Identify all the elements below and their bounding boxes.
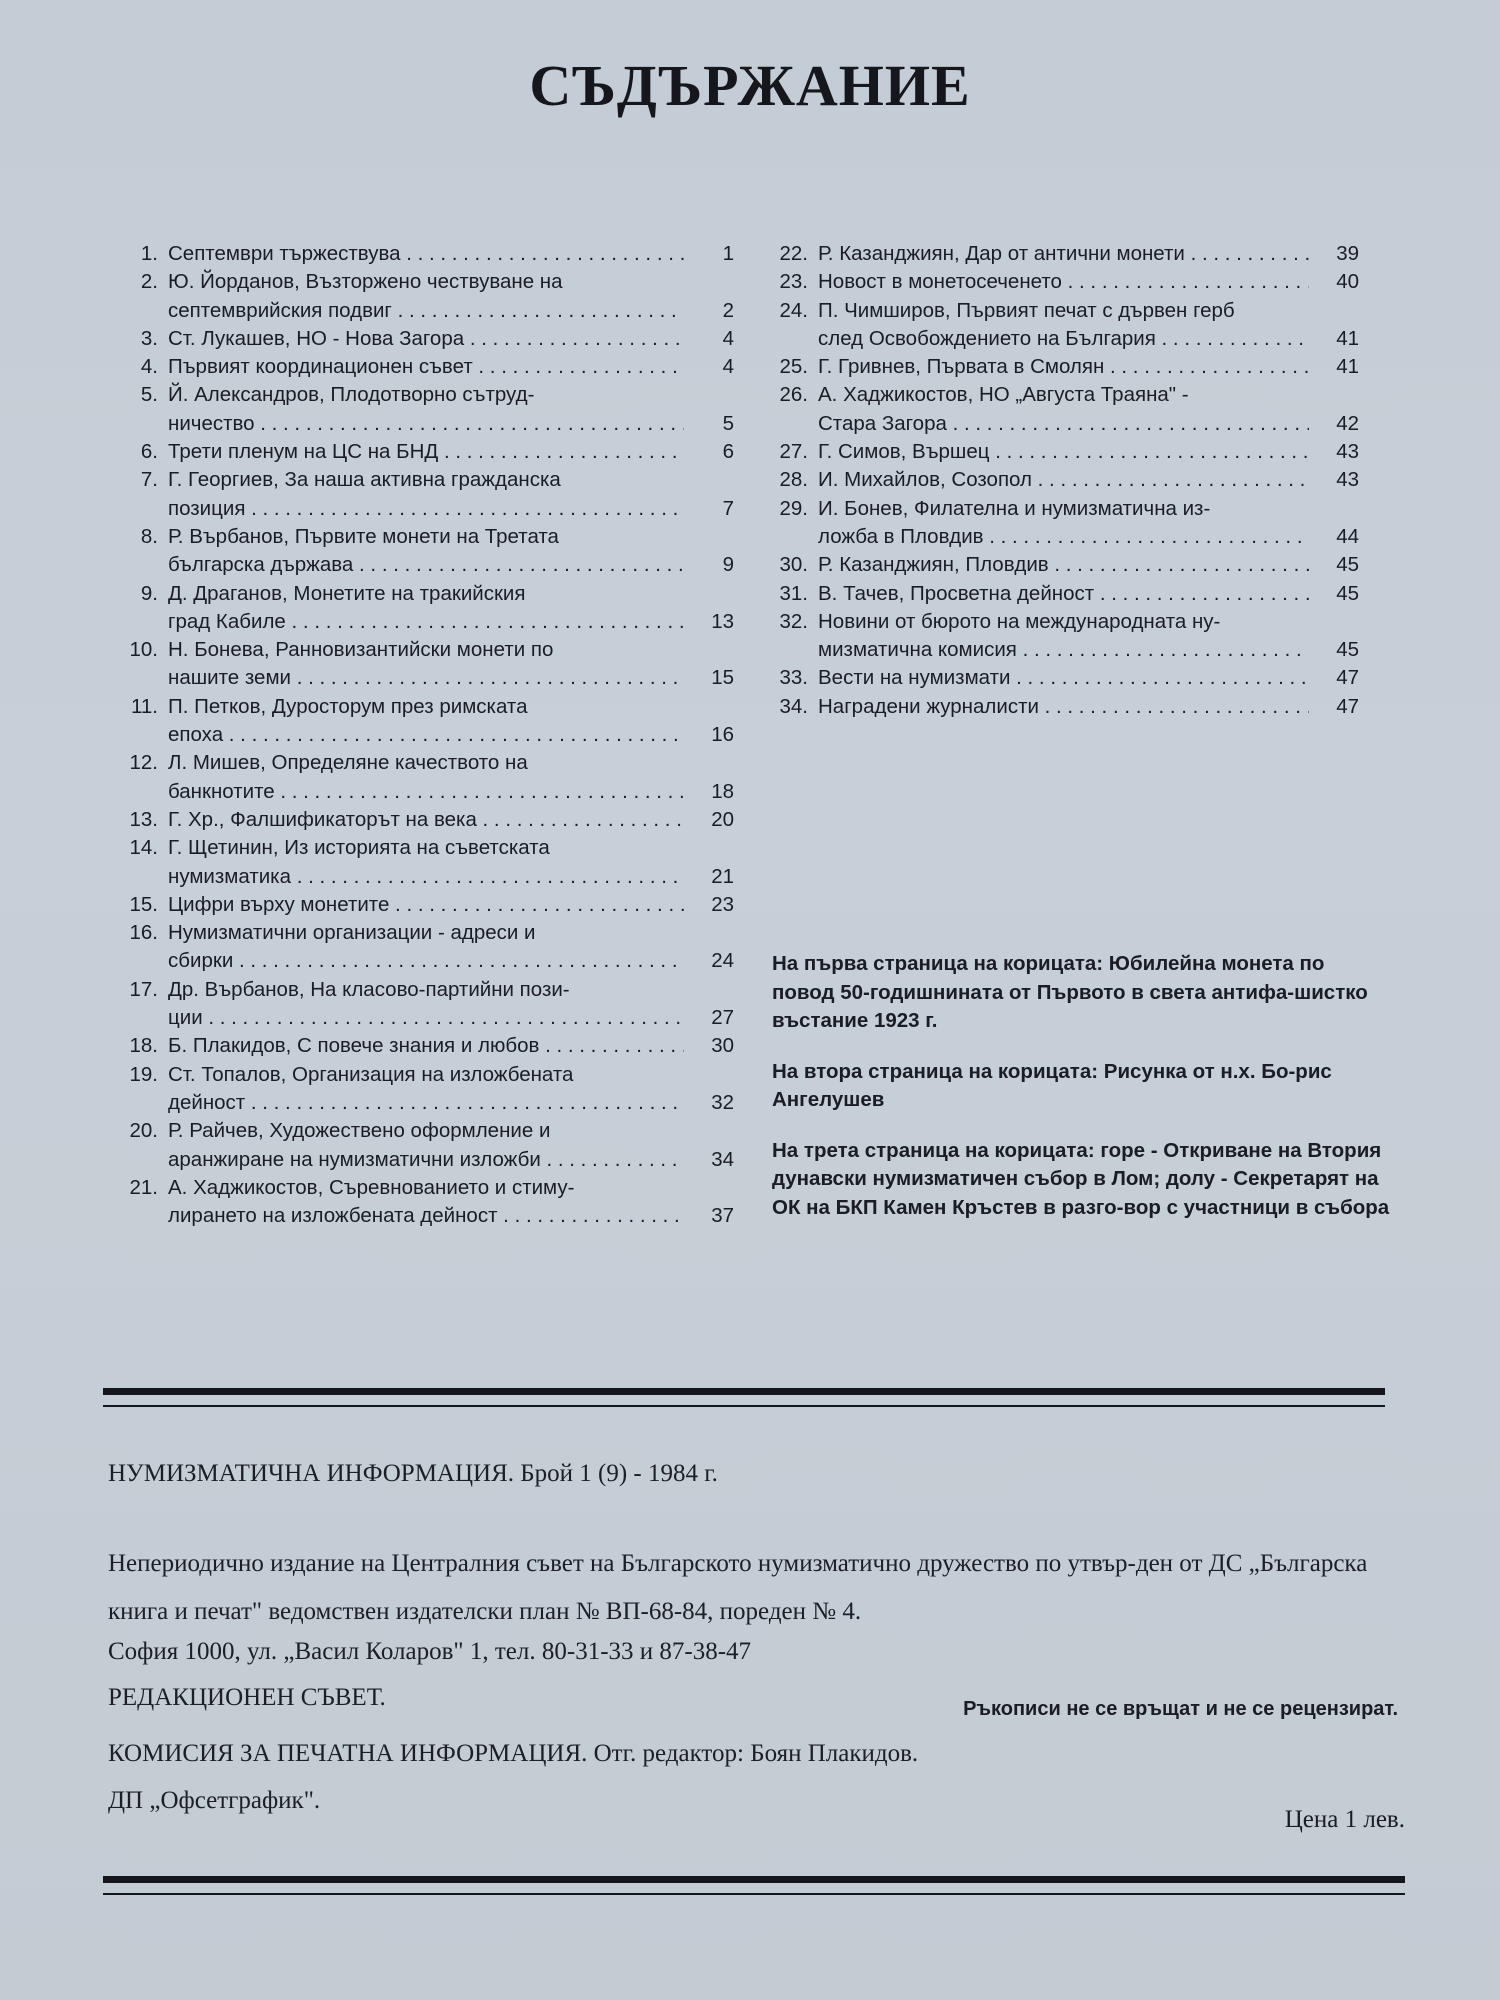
toc-right-column bbox=[760, 240, 1365, 721]
toc-entry-title bbox=[818, 608, 1309, 665]
toc-entry-line: позиция . . . bbox=[168, 495, 684, 523]
divider-top-thick bbox=[103, 1388, 1385, 1395]
toc-entry-title bbox=[168, 636, 684, 693]
toc-entry-line: Ст. Топалов, Организация на изложбената bbox=[168, 1062, 574, 1086]
toc-entry-title bbox=[818, 438, 1309, 466]
toc-entry-title bbox=[168, 976, 684, 1033]
toc-entry-line: Г. Хр., Фалшификаторът на века . . . bbox=[168, 806, 684, 834]
toc-entry-line: Цифри върху монетите . . . bbox=[168, 891, 684, 919]
toc-entry bbox=[110, 268, 740, 325]
imprint-printer: ДП „Офсетграфик". bbox=[108, 1787, 321, 1814]
toc-entry-line: Г. Георгиев, За наша активна гражданска bbox=[168, 468, 561, 492]
toc-entry bbox=[110, 523, 740, 580]
toc-entry-page: 43 bbox=[1336, 440, 1359, 464]
toc-entry-line: епоха . . . bbox=[168, 721, 684, 749]
toc-entry-title bbox=[818, 240, 1309, 268]
cover-note-third: На трета страница на корицата: горе - Откриване на Втория дунавски нумизматичен събор в Лом; долу - Секретарят на ОК на БКП Камен Кръстев в разго-вор с участници в събора bbox=[772, 1138, 1390, 1219]
toc-entry bbox=[110, 580, 740, 637]
toc-entry-page: 20 bbox=[711, 807, 734, 831]
toc-entry bbox=[760, 495, 1365, 552]
toc-entry-page: 24 bbox=[711, 949, 734, 973]
toc-entry-title bbox=[168, 1174, 684, 1231]
cover-note-second: На втора страница на корицата: Рисунка от н.х. Бо-рис Ангелушев bbox=[772, 1059, 1332, 1111]
toc-entry bbox=[110, 976, 740, 1033]
toc-left-column bbox=[110, 240, 740, 1230]
toc-entry-line: банкнотите . . . bbox=[168, 778, 684, 806]
toc-entry-line: Ст. Лукашев, НО - Нова Загора . . . bbox=[168, 325, 684, 353]
toc-entry bbox=[110, 1061, 740, 1118]
toc-entry-page: 16 bbox=[711, 723, 734, 747]
toc-entry-number: 21. bbox=[129, 1175, 158, 1199]
toc-entry bbox=[110, 353, 740, 381]
toc-entry-line: П. Чимширов, Първият печат с дървен герб bbox=[818, 298, 1235, 322]
toc-entry-page: 43 bbox=[1336, 468, 1359, 492]
toc-entry bbox=[110, 834, 740, 891]
toc-entry-line: ции . . . bbox=[168, 1004, 684, 1032]
toc-entry-line: Р. Казанджиян, Дар от антични монети . . . bbox=[818, 240, 1309, 268]
toc-entry-page: 15 bbox=[711, 666, 734, 690]
toc-entry-line: Н. Бонева, Ранновизантийски монети по bbox=[168, 638, 554, 662]
toc-entry-page: 6 bbox=[722, 440, 734, 464]
imprint-body: Непериодично издание на Централния съвет на Българското нумизматично дружество по утвър-ден от ДС „Българска книга и печат" ведомствен издателски план № ВП-68-84, пореден № 4. bbox=[108, 1550, 1368, 1625]
toc-entry-line: след Освобождението на България . . . bbox=[818, 325, 1309, 353]
toc-entry-title bbox=[818, 693, 1309, 721]
toc-entry-line: Д. Драганов, Монетите на тракийския bbox=[168, 581, 526, 605]
toc-entry-line: дейност . . . bbox=[168, 1089, 684, 1117]
toc-entry-line: мизматична комисия . . . bbox=[818, 636, 1309, 664]
toc-entry-page: 21 bbox=[711, 864, 734, 888]
toc-entry-page: 45 bbox=[1336, 638, 1359, 662]
toc-entry bbox=[760, 240, 1365, 268]
page-title: СЪДЪРЖАНИЕ bbox=[529, 53, 971, 118]
toc-entry bbox=[110, 240, 740, 268]
toc-entry-line: И. Михайлов, Созопол . . . bbox=[818, 466, 1309, 494]
toc-entry-line: Септември тържествува . . . bbox=[168, 240, 684, 268]
toc-entry-number: 7. bbox=[140, 468, 158, 492]
toc-entry-title bbox=[818, 381, 1309, 438]
toc-entry-page: 39 bbox=[1336, 242, 1359, 265]
toc-entry-line: Л. Мишев, Определяне качеството на bbox=[168, 751, 528, 775]
toc-entry-number: 14. bbox=[129, 836, 158, 860]
toc-entry-title bbox=[168, 240, 684, 268]
toc-entry-line: ничество . . . bbox=[168, 410, 684, 438]
toc-entry-page: 45 bbox=[1336, 581, 1359, 605]
toc-entry-line: А. Хаджикостов, НО „Августа Траяна" - bbox=[818, 383, 1189, 407]
toc-entry-title bbox=[168, 580, 684, 637]
toc-entry bbox=[760, 551, 1365, 579]
toc-entry-line: град Кабиле . . . bbox=[168, 608, 684, 636]
toc-entry-number: 3. bbox=[140, 326, 158, 350]
toc-entry bbox=[760, 693, 1365, 721]
toc-entry-title bbox=[168, 749, 684, 806]
toc-entry-number: 5. bbox=[140, 383, 158, 407]
toc-entry-title bbox=[818, 353, 1309, 381]
toc-entry bbox=[760, 381, 1365, 438]
toc-entry-title bbox=[818, 580, 1309, 608]
toc-entry bbox=[760, 438, 1365, 466]
toc-entry-page: 37 bbox=[711, 1204, 734, 1228]
toc-entry-title bbox=[168, 353, 684, 381]
toc-entry-line: И. Бонев, Филателна и нумизматична из- bbox=[818, 496, 1211, 520]
toc-entry-number: 6. bbox=[140, 440, 158, 464]
toc-entry-number: 12. bbox=[129, 751, 158, 775]
cover-note-first: На първа страница на корицата: Юбилейна монета по повод 50-годишнината от Първото в света антифа-шистко въстание 1923 г. bbox=[772, 952, 1368, 1032]
toc-entry-title bbox=[168, 1032, 684, 1060]
toc-entry-number: 10. bbox=[129, 638, 158, 662]
toc-entry-number: 15. bbox=[129, 892, 158, 916]
toc-entry-line: ложба в Пловдив . . . bbox=[818, 523, 1309, 551]
toc-entry-title bbox=[168, 891, 684, 919]
toc-entry-line: Вести на нумизмати . . . bbox=[818, 664, 1309, 692]
toc-entry-line: Наградени журналисти . . . bbox=[818, 693, 1309, 721]
toc-entry-title bbox=[168, 523, 684, 580]
toc-entry-page: 18 bbox=[711, 779, 734, 803]
toc-entry-line: Нумизматични организации - адреси и bbox=[168, 921, 536, 945]
toc-entry-number: 9. bbox=[140, 581, 158, 605]
toc-entry-title bbox=[168, 806, 684, 834]
toc-entry-title bbox=[168, 438, 684, 466]
toc-entry-number: 22. bbox=[779, 242, 808, 265]
divider-top-thin bbox=[103, 1405, 1385, 1407]
toc-entry bbox=[760, 580, 1365, 608]
toc-entry bbox=[110, 636, 740, 693]
toc-entry-line: септемврийския подвиг . . . bbox=[168, 297, 684, 325]
imprint-price: Цена 1 лев. bbox=[1284, 1806, 1405, 1833]
toc-entry-title bbox=[168, 466, 684, 523]
toc-entry-line: Г. Симов, Вършец . . . bbox=[818, 438, 1309, 466]
toc-entry-page: 41 bbox=[1336, 355, 1359, 379]
toc-entry-page: 2 bbox=[722, 298, 734, 322]
toc-entry-title bbox=[168, 693, 684, 750]
toc-entry-number: 31. bbox=[779, 581, 808, 605]
toc-entry-number: 26. bbox=[779, 383, 808, 407]
toc-entry bbox=[760, 608, 1365, 665]
toc-entry-title bbox=[818, 466, 1309, 494]
toc-entry-page: 32 bbox=[711, 1090, 734, 1114]
toc-entry bbox=[110, 1174, 740, 1231]
toc-entry-number: 28. bbox=[779, 468, 808, 492]
toc-entry bbox=[110, 1117, 740, 1174]
toc-entry bbox=[110, 438, 740, 466]
toc-entry-number: 8. bbox=[140, 524, 158, 548]
toc-entry-title bbox=[168, 834, 684, 891]
toc-entry-page: 44 bbox=[1336, 524, 1359, 548]
toc-entry-page: 4 bbox=[722, 355, 734, 379]
toc-entry-title bbox=[818, 297, 1309, 354]
toc-entry-number: 29. bbox=[779, 496, 808, 520]
toc-entry-line: Р. Върбанов, Първите монети на Третата bbox=[168, 524, 559, 548]
toc-entry-line: А. Хаджикостов, Съревнованието и стиму- bbox=[168, 1175, 575, 1199]
toc-entry-line: Трети пленум на ЦС на БНД . . . bbox=[168, 438, 684, 466]
imprint-commission: КОМИСИЯ ЗА ПЕЧАТНА ИНФОРМАЦИЯ. Отг. редактор: Боян Плакидов. bbox=[108, 1740, 919, 1767]
divider-bottom-thin bbox=[103, 1893, 1405, 1895]
toc-entry-number: 19. bbox=[129, 1062, 158, 1086]
toc-entry-title bbox=[818, 495, 1309, 552]
toc-entry-page: 45 bbox=[1336, 553, 1359, 577]
toc-entry-number: 1. bbox=[140, 242, 158, 265]
toc-entry bbox=[110, 891, 740, 919]
toc-entry bbox=[110, 919, 740, 976]
toc-entry-page: 41 bbox=[1336, 326, 1359, 350]
toc-entry bbox=[760, 664, 1365, 692]
toc-entry-page: 13 bbox=[711, 609, 734, 633]
toc-entry bbox=[110, 381, 740, 438]
toc-entry-line: Стара Загора . . . bbox=[818, 410, 1309, 438]
toc-entry-number: 20. bbox=[129, 1119, 158, 1143]
toc-entry-number: 30. bbox=[779, 553, 808, 577]
toc-entry-line: В. Тачев, Просветна дейност . . . bbox=[818, 580, 1309, 608]
toc-entry bbox=[760, 297, 1365, 354]
toc-entry-page: 27 bbox=[711, 1006, 734, 1030]
toc-entry-page: 5 bbox=[722, 411, 734, 435]
toc-entry bbox=[760, 268, 1365, 296]
toc-entry-line: сбирки . . . bbox=[168, 947, 684, 975]
toc-entry-line: Б. Плакидов, С повече знания и любов . . . bbox=[168, 1032, 684, 1060]
toc-entry-number: 24. bbox=[779, 298, 808, 322]
divider-bottom-thick bbox=[103, 1876, 1405, 1883]
toc-entry-number: 33. bbox=[779, 666, 808, 690]
toc-entry-line: Г. Гривнев, Първата в Смолян . . . bbox=[818, 353, 1309, 381]
toc-entry-page: 4 bbox=[722, 326, 734, 350]
toc-entry-number: 16. bbox=[129, 921, 158, 945]
toc-entry-page: 30 bbox=[711, 1034, 734, 1058]
toc-entry-page: 7 bbox=[722, 496, 734, 520]
toc-entry-title bbox=[168, 1061, 684, 1118]
imprint-manuscripts-note: Ръкописи не се връщат и не се рецензират. bbox=[963, 1698, 1398, 1720]
toc-entry-number: 18. bbox=[129, 1034, 158, 1058]
cover-notes bbox=[772, 950, 1392, 1244]
toc-entry-title bbox=[168, 1117, 684, 1174]
toc-entry-line: Р. Казанджиян, Пловдив . . . bbox=[818, 551, 1309, 579]
imprint-heading: НУМИЗМАТИЧНА ИНФОРМАЦИЯ. Брой 1 (9) - 1984 г. bbox=[108, 1460, 718, 1487]
toc-entry-number: 23. bbox=[779, 270, 808, 294]
toc-entry-number: 17. bbox=[129, 977, 158, 1001]
toc-entry-line: Й. Александров, Плодотворно сътруд- bbox=[168, 383, 535, 407]
toc-entry-title bbox=[168, 268, 684, 325]
toc-entry-line: Първият координационен съвет . . . bbox=[168, 353, 684, 381]
toc-entry bbox=[760, 353, 1365, 381]
toc-entry bbox=[110, 806, 740, 834]
toc-entry-title bbox=[168, 919, 684, 976]
imprint-board: РЕДАКЦИОНЕН СЪВЕТ. bbox=[108, 1684, 386, 1711]
toc-entry-page: 47 bbox=[1336, 666, 1359, 690]
toc-entry-title bbox=[168, 325, 684, 353]
toc-entry bbox=[760, 466, 1365, 494]
toc-entry-line: Ю. Йорданов, Възторжено чествуване на bbox=[168, 270, 563, 294]
toc-entry-page: 1 bbox=[722, 242, 734, 265]
toc-entry bbox=[110, 1032, 740, 1060]
toc-entry-number: 34. bbox=[779, 694, 808, 718]
toc-entry-line: аранжиране на нумизматични изложби . . . bbox=[168, 1146, 684, 1174]
toc-entry bbox=[110, 749, 740, 806]
toc-entry-line: П. Петков, Дуросторум през римската bbox=[168, 694, 528, 718]
toc-entry-title bbox=[818, 664, 1309, 692]
toc-entry-number: 13. bbox=[129, 807, 158, 831]
toc-entry-title bbox=[818, 268, 1309, 296]
toc-entry-page: 34 bbox=[711, 1147, 734, 1171]
toc-entry-line: българска държава . . . bbox=[168, 551, 684, 579]
toc-entry-number: 25. bbox=[779, 355, 808, 379]
toc-entry-number: 32. bbox=[779, 609, 808, 633]
toc-entry-page: 23 bbox=[711, 892, 734, 916]
toc-entry-line: Новост в монетосеченето . . . bbox=[818, 268, 1309, 296]
toc-entry-title bbox=[168, 381, 684, 438]
toc-entry-line: лирането на изложбената дейност . . . bbox=[168, 1202, 684, 1230]
toc-entry-line: Г. Щетинин, Из историята на съветската bbox=[168, 836, 550, 860]
toc-entry-page: 40 bbox=[1336, 270, 1359, 294]
toc-entry-line: нашите земи . . . bbox=[168, 664, 684, 692]
toc-entry-line: Р. Райчев, Художествено оформление и bbox=[168, 1119, 551, 1143]
toc-entry-line: Новини от бюрото на международната ну- bbox=[818, 609, 1221, 633]
toc-entry bbox=[110, 325, 740, 353]
toc-entry-number: 27. bbox=[779, 440, 808, 464]
toc-entry-page: 42 bbox=[1336, 411, 1359, 435]
toc-entry bbox=[110, 466, 740, 523]
toc-entry-number: 4. bbox=[140, 355, 158, 379]
toc-entry-page: 9 bbox=[722, 553, 734, 577]
toc-entry bbox=[110, 693, 740, 750]
toc-entry-title bbox=[818, 551, 1309, 579]
toc-entry-page: 47 bbox=[1336, 694, 1359, 718]
toc-entry-number: 11. bbox=[131, 694, 158, 718]
toc-entry-line: нумизматика . . . bbox=[168, 863, 684, 891]
imprint-address: София 1000, ул. „Васил Коларов" 1, тел. 80-31-33 и 87-38-47 bbox=[108, 1638, 752, 1665]
toc-entry-line: Др. Върбанов, На класово-партийни пози- bbox=[168, 977, 570, 1001]
toc-entry-number: 2. bbox=[140, 270, 158, 294]
